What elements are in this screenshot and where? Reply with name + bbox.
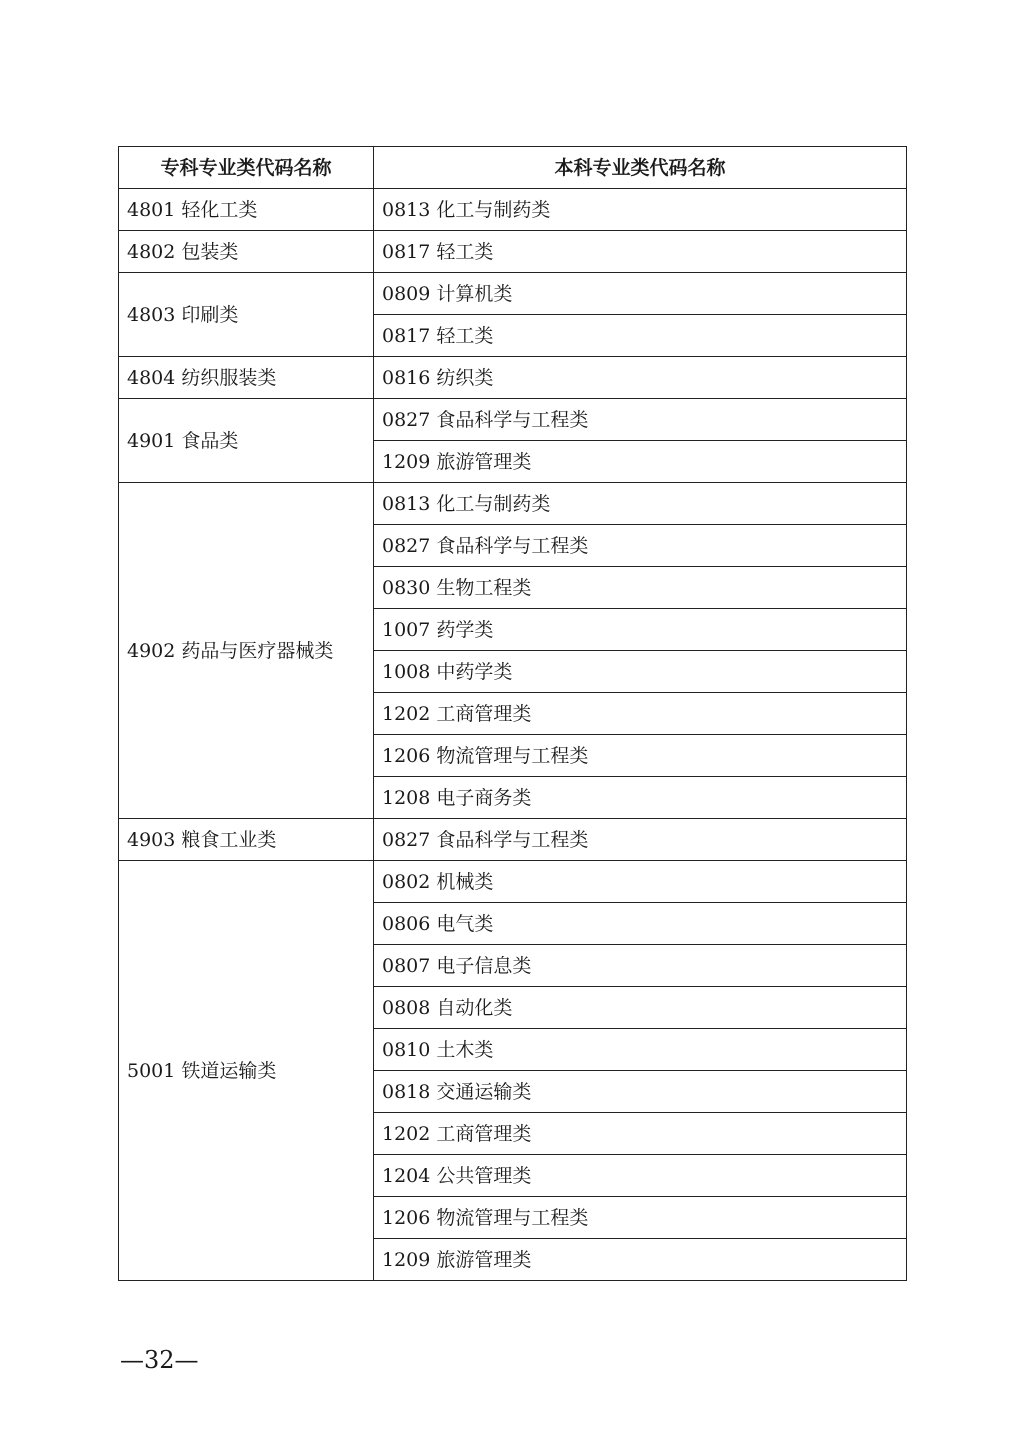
major-mapping-table: [118, 146, 907, 1281]
benke-cell: 0817 轻工类: [374, 231, 907, 273]
benke-cell: 0809 计算机类: [374, 273, 907, 315]
benke-cell: 1008 中药学类: [374, 651, 907, 693]
table-row: [119, 819, 907, 861]
benke-cell: 0817 轻工类: [374, 315, 907, 357]
benke-cell: 1007 药学类: [374, 609, 907, 651]
benke-cell: 1202 工商管理类: [374, 1113, 907, 1155]
benke-cell: 0810 土木类: [374, 1029, 907, 1071]
header-zhuanke: 专科专业类代码名称: [119, 147, 374, 189]
table-row: [119, 189, 907, 231]
benke-cell: 0827 食品科学与工程类: [374, 399, 907, 441]
table-body: [119, 189, 907, 1281]
table-header-row: [119, 147, 907, 189]
table-row: [119, 231, 907, 273]
zhuanke-cell: 4903 粮食工业类: [119, 819, 374, 861]
benke-cell: 0802 机械类: [374, 861, 907, 903]
benke-cell: 0830 生物工程类: [374, 567, 907, 609]
benke-cell: 1202 工商管理类: [374, 693, 907, 735]
zhuanke-cell: 4804 纺织服装类: [119, 357, 374, 399]
benke-cell: 0813 化工与制药类: [374, 189, 907, 231]
benke-cell: 0806 电气类: [374, 903, 907, 945]
table-row: [119, 483, 907, 525]
table-row: [119, 357, 907, 399]
benke-cell: 1204 公共管理类: [374, 1155, 907, 1197]
zhuanke-cell: 4802 包装类: [119, 231, 374, 273]
benke-cell: 1209 旅游管理类: [374, 1239, 907, 1281]
benke-cell: 0827 食品科学与工程类: [374, 819, 907, 861]
zhuanke-cell: 4901 食品类: [119, 399, 374, 483]
zhuanke-cell: 4803 印刷类: [119, 273, 374, 357]
header-benke: 本科专业类代码名称: [374, 147, 907, 189]
benke-cell: 1206 物流管理与工程类: [374, 735, 907, 777]
benke-cell: 0816 纺织类: [374, 357, 907, 399]
table-row: [119, 399, 907, 441]
zhuanke-cell: 4801 轻化工类: [119, 189, 374, 231]
zhuanke-cell: 5001 铁道运输类: [119, 861, 374, 1281]
zhuanke-cell: 4902 药品与医疗器械类: [119, 483, 374, 819]
benke-cell: 1206 物流管理与工程类: [374, 1197, 907, 1239]
table-row: [119, 273, 907, 315]
benke-cell: 0813 化工与制药类: [374, 483, 907, 525]
benke-cell: 0808 自动化类: [374, 987, 907, 1029]
benke-cell: 0818 交通运输类: [374, 1071, 907, 1113]
benke-cell: 0807 电子信息类: [374, 945, 907, 987]
benke-cell: 0827 食品科学与工程类: [374, 525, 907, 567]
benke-cell: 1209 旅游管理类: [374, 441, 907, 483]
benke-cell: 1208 电子商务类: [374, 777, 907, 819]
page-number: —32—: [120, 1346, 199, 1374]
table-row: [119, 861, 907, 903]
